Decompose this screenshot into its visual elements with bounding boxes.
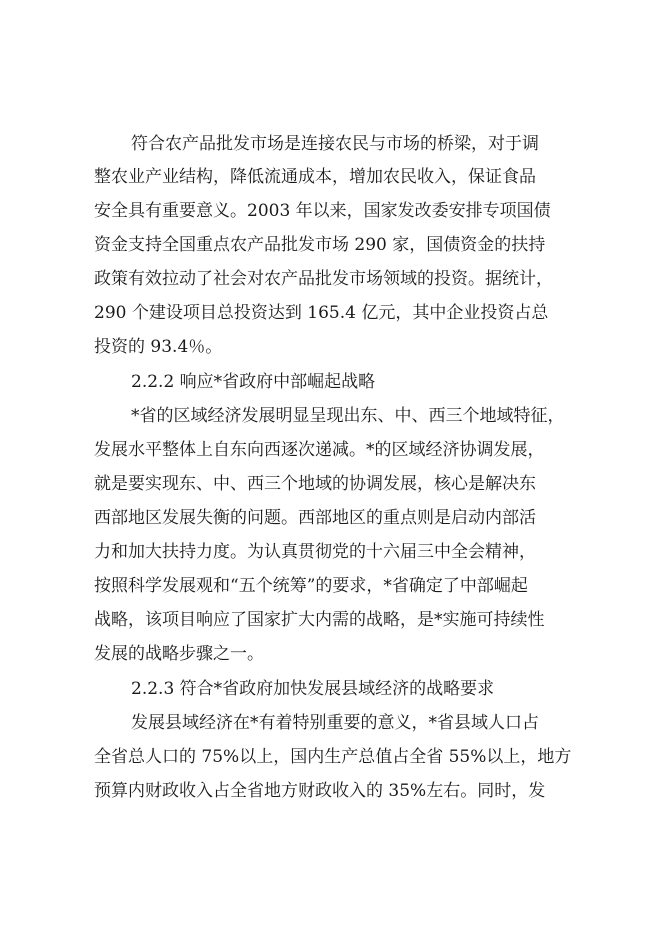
section-heading: 2.2.3 符合*省政府加快发展县域经济的战略要求 (131, 679, 495, 699)
text-line: 西部地区发展失衡的问题。西部地区的重点则是启动内部活 (94, 508, 536, 528)
text-line: 政策有效拉动了社会对农产品批发市场领域的投资。据统计， (94, 269, 553, 289)
text-line: *省的区域经济发展明显呈现出东、中、西三个地域特征， (131, 406, 565, 426)
text-line: 投资的 93.4％。 (94, 337, 223, 357)
text-line: 发展水平整体上自东向西逐次递减。*的区域经济协调发展， (94, 440, 545, 460)
text-line: 预算内财政收入占全省地方财政收入的 35%左右。同时，发 (94, 781, 546, 801)
text-line: 整农业产业结构，降低流通成本，增加农民收入，保证食品 (94, 167, 536, 187)
text-line: 资金支持全国重点农产品批发市场 290 家，国债资金的扶持 (94, 235, 546, 255)
text-line: 290 个建设项目总投资达到 165.4 亿元，其中企业投资占总 (94, 303, 549, 323)
text-line: 发展县域经济在*有着特别重要的意义，*省县域人口占 (131, 713, 539, 733)
text-line: 战略，该项目响应了国家扩大内需的战略，是*实施可持续性 (94, 610, 545, 630)
text-line: 符合农产品批发市场是连接农民与市场的桥梁，对于调 (131, 134, 539, 154)
text-line: 发展的战略步骤之一。 (94, 644, 264, 664)
section-heading: 2.2.2 响应*省政府中部崛起战略 (131, 372, 376, 392)
text-line: 安全具有重要意义。2003 年以来，国家发改委安排专项国债 (94, 201, 551, 221)
text-line: 就是要实现东、中、西三个地域的协调发展，核心是解决东 (94, 474, 536, 494)
text-line: 全省总人口的 75%以上，国内生产总值占全省 55%以上，地方 (94, 747, 572, 767)
text-line: 按照科学发展观和“五个统筹”的要求，*省确定了中部崛起 (94, 576, 528, 596)
text-line: 力和加大扶持力度。为认真贯彻党的十六届三中全会精神， (94, 542, 536, 562)
